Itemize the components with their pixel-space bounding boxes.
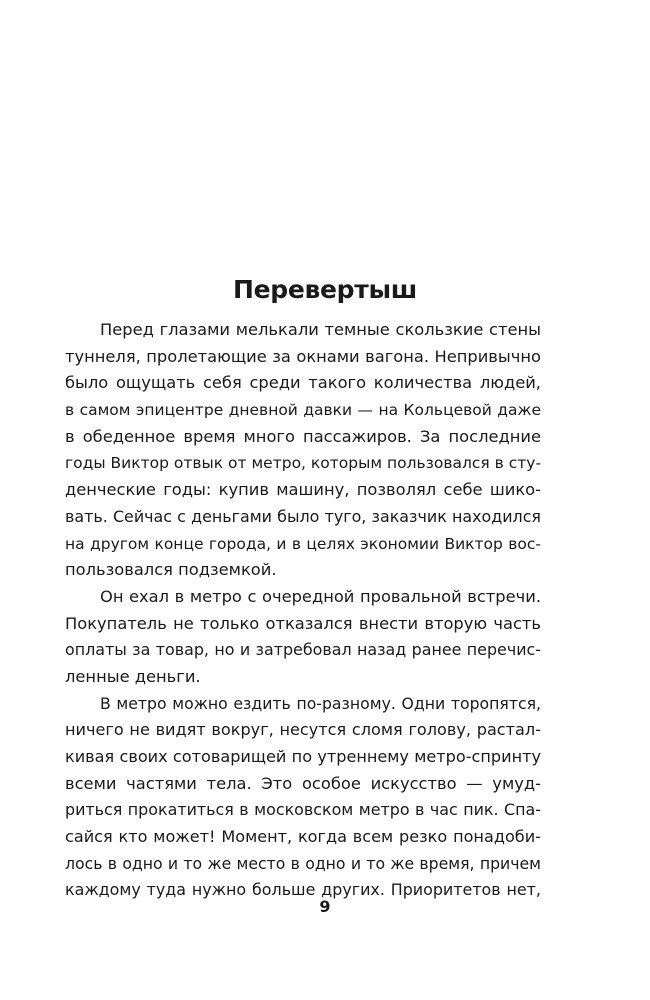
text-line: туннеля, пролетающие за окнами вагона. Непривычно <box>65 346 541 366</box>
chapter-title: Перевертыш <box>232 275 418 304</box>
text-line: лось в одно и то же место в одно и то же время, причем <box>65 853 541 873</box>
text-line: риться прокатиться в московском метро в час пик. Спа- <box>65 800 541 820</box>
text-line: Он ехал в метро с очередной провальной встречи. <box>100 586 541 606</box>
text-line: ленные деньги. <box>65 666 201 686</box>
text-line: каждому туда нужно больше других. Приоритетов нет, <box>65 880 541 900</box>
text-line: ничего не видят вокруг, несутся сломя голову, растал- <box>65 720 541 740</box>
text-line: В метро можно ездить по-разному. Одни торопятся, <box>100 693 541 713</box>
text-line: годы Виктор отвык от метро, которым пользовался в сту- <box>65 454 541 473</box>
text-line: в самом эпицентре дневной давки — на Кольцевой даже <box>65 401 541 420</box>
text-line: денческие годы: купив машину, позволял себе шико- <box>65 480 541 500</box>
text-line: было ощущать себя среди такого количества людей, <box>65 373 541 393</box>
text-line: всеми частями тела. Это особое искусство — умуд- <box>65 773 541 793</box>
text-line: Покупатель не только отказался внести вторую часть <box>65 613 541 633</box>
text-line: оплаты за товар, но и затребовал назад ранее перечис- <box>65 640 541 660</box>
text-line: вать. Сейчас с деньгами было туго, заказчик находился <box>65 506 541 526</box>
text-line: кивая своих сотоварищей по утреннему метро-спринту <box>65 747 541 766</box>
text-line: Перед глазами мелькали темные скользкие стены <box>100 320 541 339</box>
body-text <box>65 317 541 904</box>
page-number: 9 <box>319 897 331 916</box>
text-line: в обеденное время много пассажиров. За последние <box>65 426 541 446</box>
text-line: на другом конце города, и в целях экономии Виктор вос- <box>65 534 541 553</box>
text-line: сайся кто может! Момент, когда всем резко понадоби- <box>65 827 541 847</box>
text-line: пользовался подземкой. <box>65 560 277 580</box>
